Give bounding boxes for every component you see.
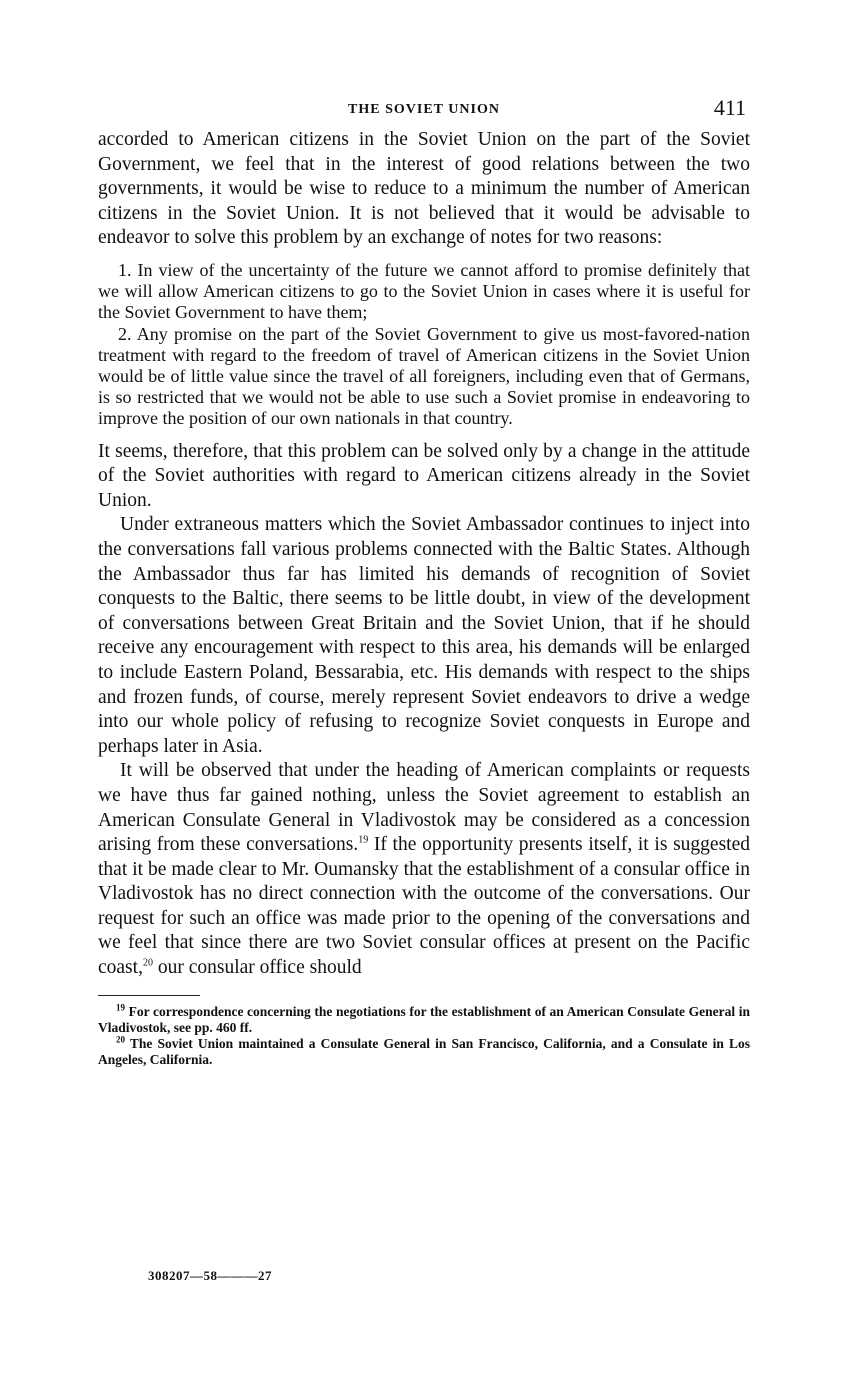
- footnote-divider: [98, 995, 200, 996]
- footnote-19: [98, 1004, 750, 1036]
- footnote-text-20: The Soviet Union maintained a Consulate General in San Francisco, California, and a Consulate in Los Angeles, California.: [98, 1035, 750, 1067]
- footnote-20: [98, 1036, 750, 1068]
- paragraph-3: Under extraneous matters which the Soviet Ambassador continues to inject into the conversations fall various problems connected with the Baltic States. Although the Ambassador thus far has limited his demands of recognition of Soviet conquests to the Baltic, there seems to be little doubt, in view of the development of conversations between Great Britain and the Soviet Union, that if he should receive any encouragement with respect to this area, his demands will be enlarged to include Eastern Poland, Bessarabia, etc. His demands with respect to the ships and frozen funds, of course, merely represent Soviet endeavors to drive a wedge into our whole policy of refusing to recognize Soviet conquests in Europe and perhaps later in Asia.: [98, 514, 750, 757]
- paragraph-1: accorded to American citizens in the Soviet Union on the part of the Soviet Government, we feel that in the interest of good relations between the two governments, it would be wise to reduce to a minimum the number of American citizens in the Soviet Union. It is not believed that it would be advisable to endeavor to solve this problem by an exchange of notes for two reasons:: [98, 129, 750, 249]
- paragraph-4-part-a: It will be observed that under the heading of American complaints or requests we have thus far gained nothing, unless the Soviet agreement to establish an American Consulate General in Vladivostok may be considered as a concession arising from these conversations.: [98, 760, 750, 856]
- footnote-ref-19: 19: [358, 834, 369, 846]
- footnotes: [98, 1004, 750, 1068]
- footnote-marker-19: 19: [116, 1002, 125, 1013]
- paragraph-2: It seems, therefore, that this problem can be solved only by a change in the attitude of the Soviet authorities with regard to American citizens already in the Soviet Union.: [98, 440, 750, 511]
- printer-code: 308207—58———27: [148, 1268, 272, 1283]
- footnote-text-19: For correspondence concerning the negotiations for the establishment of an American Consulate General in Vladivostok, see pp. 460 ff.: [98, 1003, 750, 1035]
- running-title: THE SOVIET UNION: [348, 102, 500, 117]
- paragraph-4: [98, 759, 750, 980]
- running-head: [98, 88, 750, 128]
- page-number: 411: [713, 95, 746, 120]
- body-text: [98, 128, 750, 981]
- quoted-reason-2: 2. Any promise on the part of the Soviet Government to give us most-favored-nation treatment with regard to the freedom of travel of American citizens in the Soviet Union would be of little value since the travel of all foreigners, including even that of Germans, is so restricted that we would not be able to use such a Soviet promise in endeavoring to improve the position of our own nationals in that country.: [98, 323, 750, 429]
- paragraph-4-part-c: our consular office should: [152, 957, 362, 979]
- paragraph-4-part-b: If the opportunity presents itself, it is suggested that it be made clear to Mr. Oumansky that the establishment of a consular office in Vladivostok has no direct connection with the outcome of the conversations. Our request for such an office was made prior to the opening of the conversations and we feel that since there are two Soviet consular offices at present on the Pacific coast,: [98, 834, 750, 979]
- quoted-reason-1: 1. In view of the uncertainty of the future we cannot afford to promise definitely that we will allow American citizens to go to the Soviet Union in cases where it is useful for the Soviet Government to have them;: [98, 259, 750, 323]
- footnote-ref-20: 20: [142, 957, 153, 969]
- page: [98, 88, 750, 1068]
- footnote-marker-20: 20: [116, 1034, 125, 1045]
- quoted-reasons: [98, 260, 750, 430]
